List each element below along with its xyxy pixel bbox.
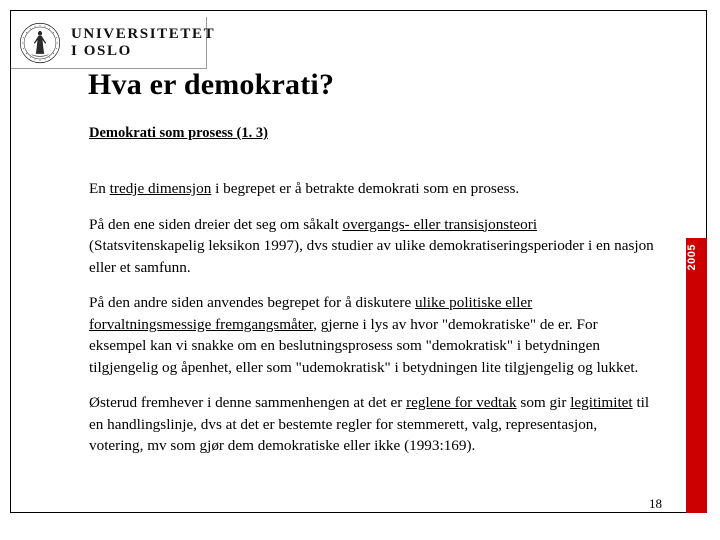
body-text-run: På den ene siden dreier det seg om såkalt bbox=[89, 215, 343, 233]
emphasized-term: legitimitet bbox=[570, 394, 633, 411]
body-paragraph bbox=[89, 214, 655, 279]
year-accent-bar bbox=[686, 238, 707, 513]
body-paragraph bbox=[89, 178, 655, 200]
body-paragraph bbox=[89, 292, 655, 378]
uio-wordmark bbox=[71, 26, 215, 60]
body-text-run: til en handlingslinje, dvs at det er bestemte regler for stemmerett, valg, representasjon, votering, mv som gjør dem demokratiske eller ikke (1993:169). bbox=[89, 394, 650, 454]
body-text-run: En bbox=[89, 180, 110, 197]
body-text-run: Østerud fremhever i denne sammenhengen at det er bbox=[89, 394, 407, 411]
emphasized-term: tredje dimensjon bbox=[109, 180, 212, 197]
year-label: 2005 bbox=[686, 244, 698, 271]
body-text-run: , gjerne i lys av hvor "demokratiske" de er. For eksempel kan vi snakke om en beslutningsprosess som "demokratisk" i betydningen tilgjengelig og åpenhet, eller som "udemokratisk" i betydningen lite tilgjengelig og lukket. bbox=[89, 315, 639, 376]
uio-wordmark-line1: UNIVERSITETET bbox=[71, 25, 216, 42]
slide-body-text bbox=[89, 178, 655, 457]
emphasized-term: ulike politiske eller forvaltningsmessige fremgangsmåter bbox=[89, 294, 533, 333]
uio-logo-block bbox=[11, 17, 216, 69]
uio-wordmark-line2: I OSLO bbox=[71, 42, 132, 59]
body-text-run: som gir bbox=[516, 394, 571, 411]
body-paragraph bbox=[89, 392, 655, 457]
body-text-run: i begrepet er å betrakte demokrati som en prosess. bbox=[211, 180, 520, 197]
page-number: 18 bbox=[649, 496, 662, 511]
body-text-run: På den andre siden anvendes begrepet for å diskutere bbox=[89, 294, 415, 311]
uio-seal-icon bbox=[19, 22, 61, 64]
emphasized-term: reglene for vedtak bbox=[406, 394, 517, 411]
emphasized-term: overgangs- eller transisjonsteori bbox=[342, 215, 538, 233]
body-text-run: (Statsvitenskapelig leksikon 1997), dvs studier av ulike demokratiseringsperioder i en nasjon eller et samfunn. bbox=[89, 237, 654, 276]
slide-title: Hva er demokrati? bbox=[88, 68, 335, 101]
section-heading: Demokrati som prosess (1. 3) bbox=[89, 125, 268, 141]
